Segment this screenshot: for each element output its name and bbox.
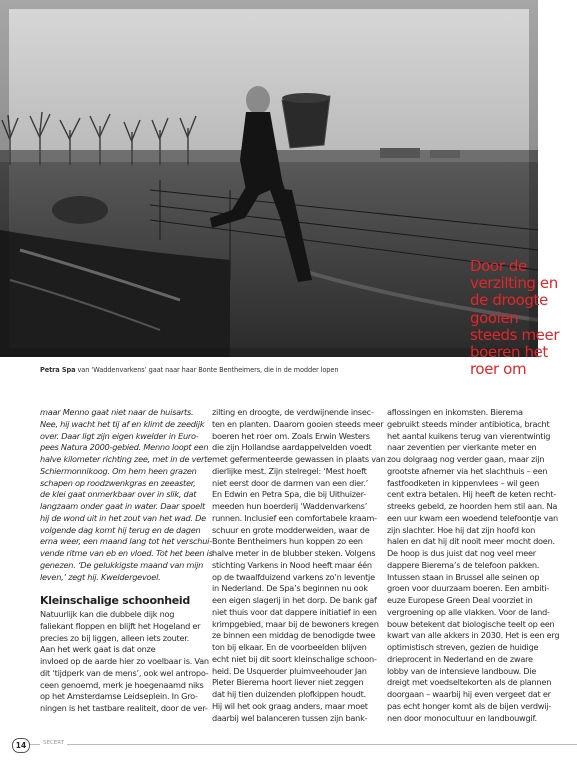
text-line: En Edwin en Petra Spa, die bij Uithuizer-: [212, 489, 366, 500]
text-line: niet thuis voor dat dappere initiatief in een: [212, 606, 377, 617]
publication-name: SECERT: [40, 740, 67, 746]
pull-quote-line: verzilting en: [470, 274, 558, 293]
text-line: grootste afnemer via het slachthuis – een: [387, 465, 548, 476]
footer-rule: [14, 744, 577, 745]
text-line: Nee, hij wacht het tij af en klimt de zeedijk: [40, 418, 205, 429]
text-line: zijn slachter. Hoe hij dat zijn hoofd kon: [387, 524, 536, 535]
text-line: De hoop is dus juist dat nog veel meer: [387, 548, 536, 558]
text-line: gebruikt steeds minder antibiotica, bracht: [387, 418, 550, 429]
text-line: Bonte Bentheimers hun koppen zo een: [212, 536, 363, 547]
text-line: streeks gebeld, ze hoorden hem stil aan. Na: [387, 501, 558, 511]
text-line: halve meter in de blubber steken. Volgens: [212, 548, 376, 558]
caption-text: van ‘Waddenvarkens’ gaat naar haar Bonte Bentheimers, die in de modder lopen: [75, 366, 339, 374]
pull-quote-line: roer om: [470, 360, 527, 379]
text-line: langzaam onder gaat in water. Daar spoelt: [40, 501, 205, 511]
text-line: op het Amsterdamse Leidseplein. In Gro-: [40, 691, 198, 702]
text-line: die zijn Hollandse aardappelvelden voedt: [212, 442, 372, 453]
text-line: krimpgebied, maar bij de bewoners kregen: [212, 618, 379, 629]
text-line: bouw betekent dat biologische teelt op een: [387, 618, 555, 629]
text-line: ze binnen een middag de benodigde twee: [212, 630, 376, 641]
text-line: erna weer, een maand lang tot het verschui-: [40, 536, 212, 547]
text-line: euze Europese Green Deal voorziet in: [387, 595, 533, 605]
page-number: 14: [12, 738, 30, 753]
text-line: precies zo bij liggen, alleen iets zouter.: [40, 632, 190, 643]
farm-photo-illustration: [0, 0, 538, 357]
text-line: meeden hun boerderij ‘Waddenvarkens’: [212, 501, 368, 511]
text-line: dierlijke mest. Zijn stelregel: ‘Mest hoeft: [212, 465, 367, 476]
text-line: halen en dat hij dit nooit meer mocht doen.: [387, 536, 555, 547]
text-line: maar Menno gaat niet naar de huisarts.: [40, 407, 194, 417]
text-line: daarbij wel balanceren tussen zijn bank-: [212, 712, 368, 723]
text-line: stichting Varkens in Nood heeft maar één: [212, 559, 372, 570]
text-line: Hij wil het ook graag anders, maar moet: [212, 700, 368, 711]
text-line: naar zeventien per vierkante meter en: [387, 442, 537, 453]
text-line: halve kilometer richting zee, met in de verte: [40, 454, 212, 464]
text-line: niet eerst door de darmen van een dier.’: [212, 477, 368, 488]
text-line: Intussen staan in Brussel alle seinen op: [387, 571, 540, 582]
text-line: groen voor duurzaam boeren. Een ambiti-: [387, 583, 549, 594]
text-line: faliekant floppen en blijft het Hogeland er: [40, 620, 201, 631]
text-line: in Nederland. De Spa’s beginnen nu ook: [212, 583, 368, 594]
text-line: heid. De Usquerder pluimveehouder Jan: [212, 665, 367, 676]
text-line: Schiermonnikoog. Om hem heen grazen: [40, 465, 197, 476]
text-line: vergroening op alle vlakken. Voor de land-: [387, 606, 550, 617]
text-line: dit ‘tijdperk van de mens’, ook wel antropo-: [40, 667, 209, 678]
text-line: zilting en droogte, de verdwijnende insec-: [212, 407, 374, 417]
text-line: invloed op de aarde hier zo voelbaar is. Van: [40, 656, 209, 666]
text-line: pas echt honger komt als de bijen verdwij-: [387, 700, 552, 711]
text-line: ceen genoemd, merk je hoegenaamd niks: [40, 679, 204, 690]
text-line: op de twaalfduizend varkens zo’n leventje: [212, 571, 375, 582]
pull-quote-line: de droogte: [470, 291, 548, 310]
body-block: [40, 609, 209, 715]
article-column-1: [40, 407, 213, 715]
text-line: schuur en grote modderweiden, waar de: [212, 524, 370, 535]
hero-photo: [0, 0, 538, 357]
text-line: ten en planten. Daarom gooien steeds meer: [212, 418, 384, 429]
text-line: echt niet bij dit soort kleinschalige schoon-: [212, 653, 377, 664]
text-line: leven,’ zegt hij. Kweldergevoel.: [40, 571, 161, 582]
photo-caption: [40, 366, 338, 374]
text-line: dat hij tien duizenden plofkippen houdt.: [212, 689, 366, 699]
text-line: lobby van de intensieve landbouw. Die: [387, 665, 537, 676]
pull-quote-line: gooien: [470, 308, 519, 327]
text-line: drieprocent in Nederland en de zware: [387, 653, 533, 664]
text-line: zou dolgraag nog verder gaan, maar zijn: [387, 454, 545, 464]
text-line: Aan het werk gaat is dat onze: [40, 644, 156, 655]
text-line: ningen is het tastbare realiteit, door de ver-: [40, 703, 208, 713]
text-line: een eigen slagerij in het dorp. De bank gaf: [212, 595, 377, 605]
text-line: met gefermenteerde gewassen in plaats van: [212, 454, 386, 464]
pull-quote-line: steeds meer: [470, 325, 560, 344]
text-line: volgende dag komt hij terug en de dagen: [40, 524, 201, 535]
pull-quote: [470, 258, 570, 378]
subheading: Kleinschalige schoonheid: [40, 594, 190, 608]
text-line: fastfoodketen in kippenvlees – wil geen: [387, 477, 540, 488]
text-line: cent extra betalen. Hij heeft de keten recht-: [387, 489, 556, 500]
text-line: pees Natura 2000-gebied. Menno loopt een: [40, 442, 209, 453]
text-line: runnen. Inclusief een comfortabele kraam-: [212, 512, 377, 523]
page-footer: [0, 738, 577, 752]
pull-quote-line: Door de: [470, 257, 527, 275]
text-line: hij de wond uit in het zout van het wad. De: [40, 512, 206, 523]
text-line: het aantal kuikens terug van vierentwintig: [387, 430, 551, 441]
text-line: Pieter Bierema hoort liever niet zeggen: [212, 677, 364, 688]
text-line: aflossingen en inkomsten. Bierema: [387, 407, 523, 417]
text-line: vende ritme van eb en vloed. Tot het been is: [40, 548, 213, 558]
article-column-3: [387, 407, 560, 724]
text-line: dreigt met voedseltekorten als de plannen: [387, 677, 552, 688]
text-line: over. Daar ligt zijn eigen kwelder in Euro-: [40, 430, 199, 441]
text-line: Natuurlijk kan die dubbele dijk nog: [40, 609, 175, 619]
text-line: dappere Bierema’s de telefoon pakken.: [387, 559, 540, 570]
text-line: genezen. ‘De gelukkigste maand van mijn: [40, 559, 204, 570]
caption-name: Petra Spa: [40, 366, 76, 374]
text-line: optimistisch streven, gezien de huidige: [387, 642, 539, 652]
text-line: nen door monocultuur en landbouwgif.: [387, 712, 537, 723]
pull-quote-line: boeren het: [470, 343, 548, 362]
intro-italic-block: [40, 407, 213, 583]
article-column-2: [212, 407, 386, 724]
text-line: ton bij elkaar. En de voorbeelden blijven: [212, 642, 367, 652]
text-line: kwart van alle akkers in 2030. Het is een erg: [387, 630, 560, 641]
text-line: schapen op roodzwenkgras en zeeaster,: [40, 477, 196, 488]
text-line: de klei gaat onmerkbaar over in slik, dat: [40, 489, 197, 500]
text-line: boeren het roer om. Zoals Erwin Westers: [212, 430, 370, 441]
text-line: doorgaan – waarbij hij even vergeet dat er: [387, 689, 551, 699]
text-line: een uur kwam een woedend telefoontje van: [387, 512, 558, 523]
